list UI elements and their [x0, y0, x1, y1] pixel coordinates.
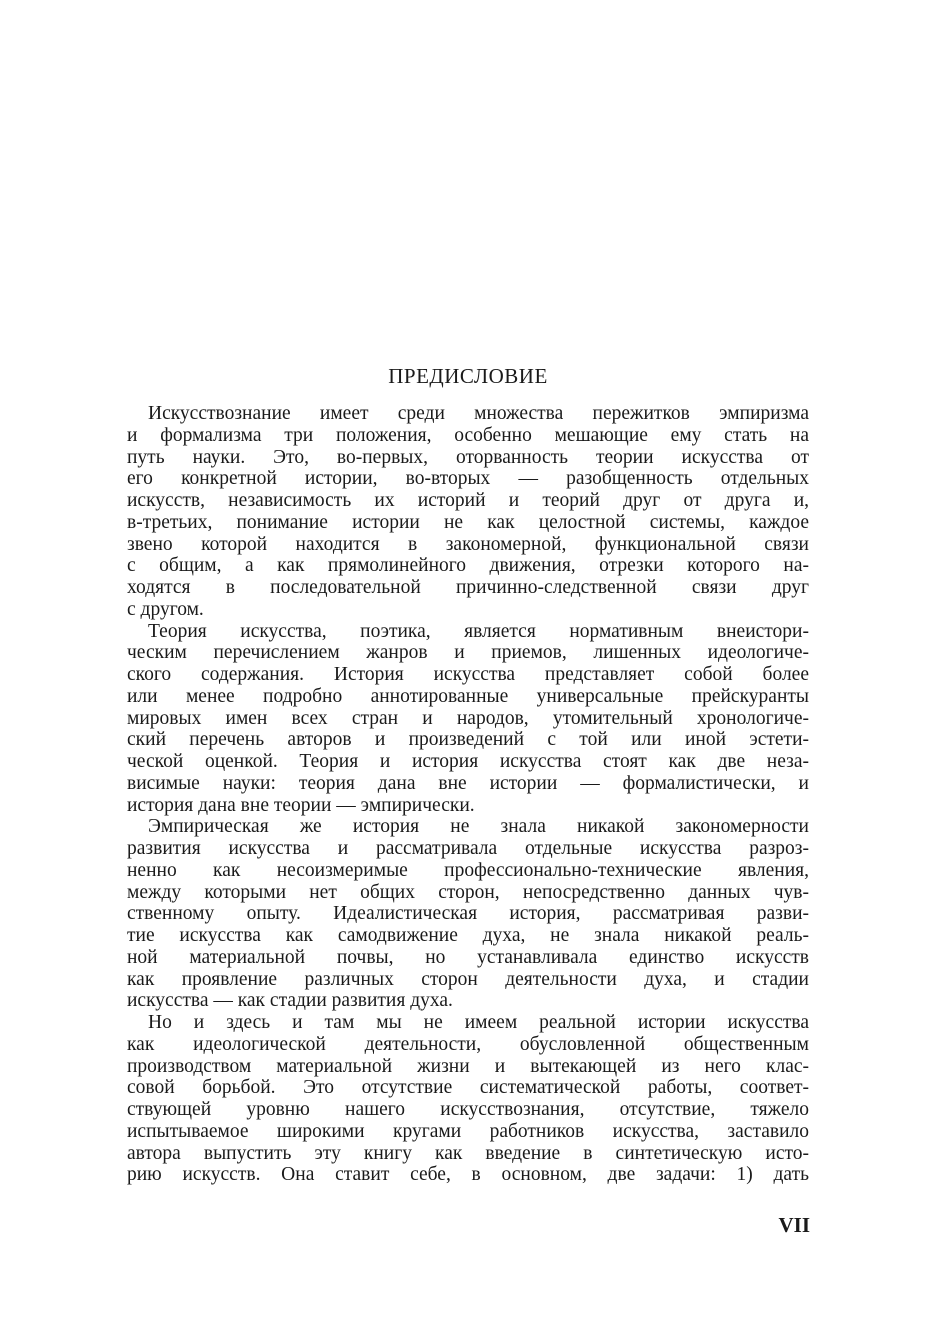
text-line: звено которой находится в закономерной, функциональной связи: [127, 533, 809, 555]
text-line: ческим перечислением жанров и приемов, лишенных идеологиче-: [127, 642, 809, 664]
paragraph: [127, 403, 809, 621]
paragraph: [127, 816, 809, 1012]
text-line: искусства — как стадии развития духа.: [127, 990, 453, 1012]
text-line: автора выпустить эту книгу как введение в синтетическую исто-: [127, 1142, 809, 1164]
text-line: или менее подробно аннотированные универсальные прейскуранты: [127, 685, 809, 707]
text-line: путь науки. Это, во-первых, оторванность теории искусства от: [127, 446, 809, 468]
text-line: ной материальной почвы, но устанавливала единство искусств: [127, 946, 809, 968]
text-line: с другом.: [127, 598, 204, 620]
page-number: VII: [778, 1213, 810, 1237]
text-line: ского содержания. История искусства представляет собой более: [127, 664, 809, 685]
text-line: ненно как несоизмеримые профессионально-технические явления,: [127, 859, 809, 881]
text-line: между которыми нет общих сторон, непосредственно данных чув-: [127, 881, 809, 903]
text-line: и формализма три положения, особенно мешающие ему стать на: [127, 424, 809, 446]
text-line: тие искусства как самодвижение духа, не знала никакой реаль-: [127, 925, 809, 946]
text-line: как идеологической деятельности, обусловленной общественным: [127, 1033, 809, 1055]
text-line: Теория искусства, поэтика, является нормативным внеистори-: [148, 620, 809, 642]
text-line: ственному опыту. Идеалистическая история, рассматривая разви-: [127, 903, 809, 925]
text-line: ский перечень авторов и произведений с той или иной эстети-: [127, 729, 809, 751]
text-line: рию искусств. Она ставит себе, в основном, две задачи: 1) дать: [127, 1164, 809, 1186]
text-line: производством материальной жизни и вытекающей из него клас-: [127, 1055, 809, 1077]
text-line: в-третьих, понимание истории не как целостной системы, каждое: [127, 511, 809, 533]
text-line: Искусствознание имеет среди множества пережитков эмпиризма: [148, 403, 809, 424]
text-line: испытываемое широкими кругами работников искусства, заставило: [127, 1120, 809, 1142]
text-line: история дана вне теории — эмпирически.: [127, 794, 475, 816]
text-line: с общим, а как прямолинейного движения, отрезки которого на-: [127, 555, 809, 577]
paragraph: [127, 621, 809, 817]
text-line: Эмпирическая же история не знала никакой закономерности: [148, 816, 809, 838]
text-line: развития искусства и рассматривала отдельные искусства разроз-: [127, 838, 809, 859]
text-line: как проявление различных сторон деятельности духа, и стадии: [127, 968, 809, 990]
text-line: ческой оценкой. Теория и история искусства стоят как две неза-: [127, 751, 809, 772]
text-line: его конкретной истории, во-вторых — разобщенность отдельных: [127, 468, 809, 490]
page-title: ПРЕДИСЛОВИЕ: [388, 364, 548, 388]
body-text: [127, 403, 809, 1186]
text-line: мировых имен всех стран и народов, утомительный хронологиче-: [127, 707, 809, 729]
paragraph: [127, 1012, 809, 1186]
text-line: Но и здесь и там мы не имеем реальной истории искусства: [148, 1012, 809, 1033]
text-line: ствующей уровню нашего искусствознания, отсутствие, тяжело: [127, 1099, 809, 1120]
text-line: ходятся в последовательной причинно-следственной связи друг: [127, 577, 809, 598]
text-line: висимые науки: теория дана вне истории — формалистически, и: [127, 772, 809, 794]
text-line: искусств, независимость их историй и теорий друг от друга и,: [127, 490, 809, 511]
text-line: совой борьбой. Это отсутствие систематической работы, соответ-: [127, 1077, 809, 1099]
